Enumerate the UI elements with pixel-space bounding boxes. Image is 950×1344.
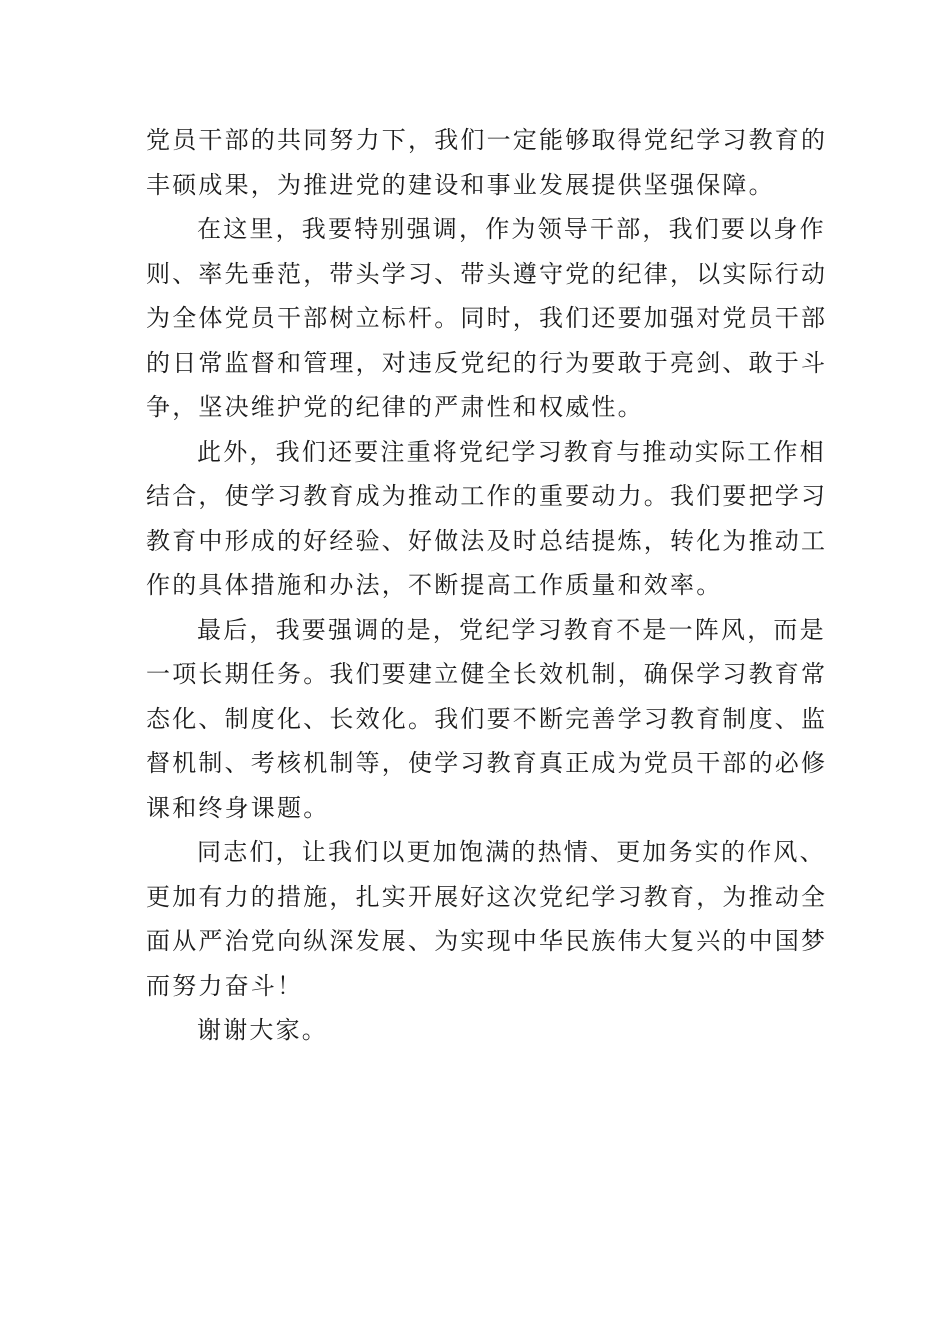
text-line: 党员干部的共同努力下，我们一定能够取得党纪学习教育的	[146, 126, 828, 154]
text-line: 更加有力的措施，扎实开展好这次党纪学习教育，为推动全	[146, 882, 828, 911]
text-line: 丰硕成果，为推进党的建设和事业发展提供坚强保障。	[146, 170, 775, 199]
paragraph-start-line: 此外，我们还要注重将党纪学习教育与推动实际工作相	[197, 437, 826, 466]
text-line: 态化、制度化、长效化。我们要不断完善学习教育制度、监	[146, 704, 828, 733]
text-line: 争，坚决维护党的纪律的严肃性和权威性。	[146, 393, 644, 421]
document-body	[146, 118, 828, 1053]
text-line: 结合，使学习教育成为推动工作的重要动力。我们要把学习	[146, 482, 828, 510]
text-line: 则、率先垂范，带头学习、带头遵守党的纪律，以实际行动	[146, 259, 828, 288]
text-line: 而努力奋斗！	[146, 971, 304, 1000]
paragraph-start-line: 在这里，我要特别强调，作为领导干部，我们要以身作	[197, 215, 826, 243]
text-line: 督机制、考核机制等，使学习教育真正成为党员干部的必修	[146, 749, 828, 777]
text-line: 的日常监督和管理，对违反党纪的行为要敢于亮剑、敢于斗	[146, 348, 828, 377]
closing-line: 谢谢大家。	[197, 1016, 328, 1044]
text-line: 教育中形成的好经验、好做法及时总结提炼，转化为推动工	[146, 526, 828, 555]
paragraph-start-line: 最后，我要强调的是，党纪学习教育不是一阵风，而是	[197, 615, 826, 644]
text-line: 作的具体措施和办法，不断提高工作质量和效率。	[146, 571, 723, 599]
text-line: 面从严治党向纵深发展、为实现中华民族伟大复兴的中国梦	[146, 927, 828, 955]
text-line: 一项长期任务。我们要建立健全长效机制，确保学习教育常	[146, 660, 828, 688]
text-line: 为全体党员干部树立标杆。同时，我们还要加强对党员干部	[146, 304, 828, 332]
paragraph-start-line: 同志们，让我们以更加饱满的热情、更加务实的作风、	[197, 838, 826, 866]
text-line: 课和终身课题。	[146, 793, 330, 822]
